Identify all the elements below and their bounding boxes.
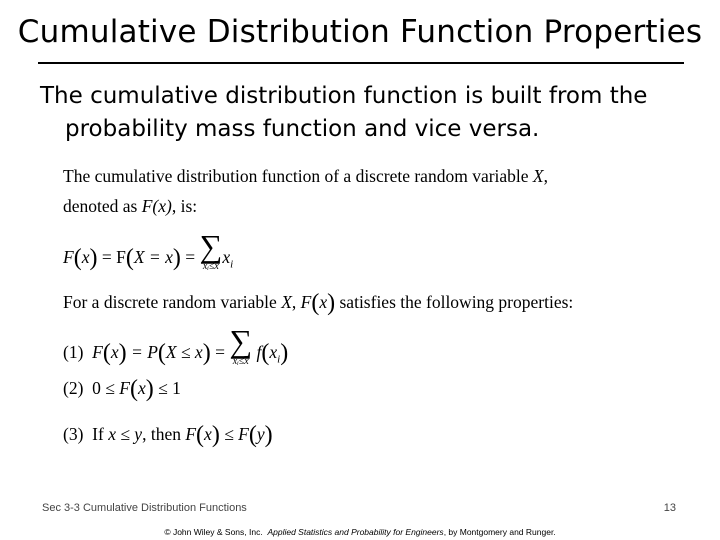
copyright-suffix: , by Montgomery and Runger. [443,527,556,537]
props-fx-x: x [319,292,328,312]
bullet-line-2: probability mass function and vice versa. [65,116,540,142]
slide-title: Cumulative Distribution Function Properties [17,14,703,50]
props-suffix: satisfies the following properties: [339,292,574,312]
sum-term-sub: i [230,258,234,271]
p2-x: x [137,378,146,398]
eq-equals-x: = x [148,247,173,267]
p1-sum-subscript: xᵢ≤x [232,356,249,367]
p1-summation-symbol: ∑ xᵢ≤x [229,323,253,367]
p3-cond: x ≤ y [108,424,143,444]
p1-pmf-f: f [256,342,262,362]
p1-xi: x [269,342,278,362]
p3-f1: F [185,424,197,444]
p1-label: (1) [63,342,84,362]
p3-le-f: ≤ F [224,424,249,444]
p1-f: F [92,342,103,362]
comma: , [543,166,548,186]
denoted-as: denoted as [63,196,138,216]
p3-x: x [204,424,212,444]
summation-symbol: ∑ xᵢ≤x [199,228,223,272]
p2-lead: 0 ≤ [92,378,115,398]
definition-line-2 [63,196,197,217]
property-3: (3) If x ≤ y, then F(x) ≤ F(y) [63,422,273,448]
eq-f: F [63,247,74,267]
props-f: F [300,292,312,312]
p1-xi-sub: i [277,353,281,366]
p3-y: y [256,424,265,444]
notation-fx: F(x) [141,196,172,216]
eq-rhs-equals: = [185,247,196,267]
p1-cond: X ≤ x [165,342,203,362]
book-title: Applied Statistics and Probability for Engineers [267,527,444,537]
p3-label: (3) [63,424,84,444]
p3-if: If [92,424,104,444]
props-prefix: For a discrete random variable [63,292,277,312]
var-x: X [532,166,544,186]
properties-intro: For a discrete random variable X, F(x) satisfies the following properties: [63,290,574,316]
p1-x: x [110,342,119,362]
bullet-line-1: The cumulative distribution function is built from the [40,83,648,109]
sum-subscript: xᵢ≤x [202,261,219,272]
p2-label: (2) [63,378,84,398]
eq-x: x [81,247,90,267]
page-number: 13 [663,502,676,514]
definition-text: The cumulative distribution function of a discrete random variable [63,166,529,186]
props-comma: , [291,292,297,312]
eq-mid: = F [101,247,126,267]
copyright-prefix: © John Wiley & Sons, Inc. [164,527,263,537]
copyright-line [0,527,720,537]
footer-section: Sec 3-3 Cumulative Distribution Functions [42,502,247,514]
p1-eq-p: = P [131,342,158,362]
p1-rhs: = [215,342,225,362]
props-x: X [281,292,292,312]
definition-line-1 [63,166,548,187]
property-2: (2) 0 ≤ F(x) ≤ 1 [63,376,181,402]
p2-tail: ≤ 1 [158,378,181,398]
eq-capital-x: X [133,247,145,267]
title-underline [38,62,684,64]
p2-f: F [119,378,130,398]
p3-then: , then [142,424,181,444]
main-bullet [40,80,680,146]
is-text: , is: [171,196,198,216]
cdf-equation: F(x) = F(X = x) = ∑ xᵢ≤x $x_i$ [63,228,234,272]
sum-term: x [222,247,231,267]
property-1: (1) F(x) = P(X ≤ x) = ∑ xᵢ≤x $f(x_i)$ [63,323,289,367]
